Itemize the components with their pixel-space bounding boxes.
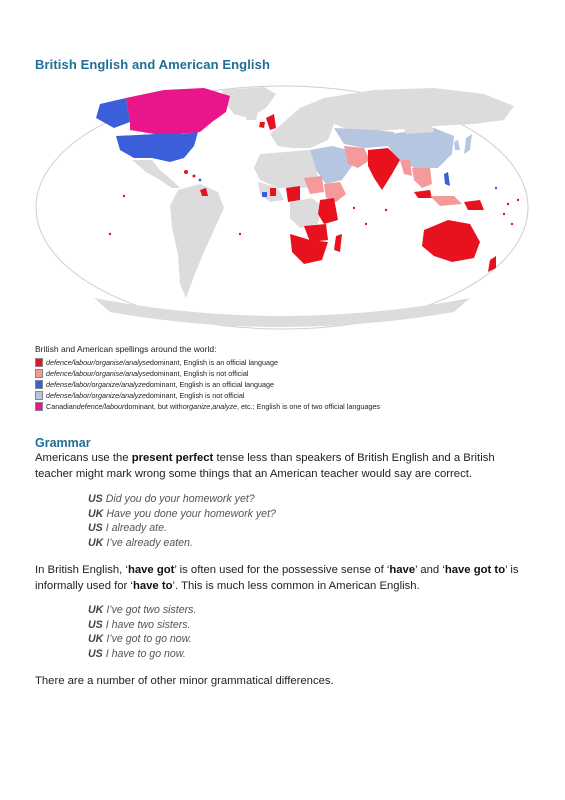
- grammar-paragraph-3: There are a number of other minor grammatical differences.: [35, 675, 334, 687]
- legend-swatch: [35, 402, 43, 411]
- page-title: British English and American English: [35, 57, 270, 72]
- map-region-russia: [324, 88, 514, 132]
- grammar-paragraph-2: In British English, ‘have got’ is often used for the possessive sense of ‘have’ and ‘have got to’ is informally used for ‘have to’. This is much less common in American English.: [35, 564, 519, 592]
- map-legend: [35, 344, 535, 412]
- example-line: UK I’ve already eaten.: [88, 536, 193, 549]
- example-list-2: [88, 603, 196, 661]
- legend-swatch: [35, 391, 43, 400]
- legend-item: defense/labor/organize/analyze dominant, English is an official language: [35, 379, 535, 390]
- legend-item: defense/labor/organize/analyze dominant, English is not official: [35, 390, 535, 401]
- example-line: US I have two sisters.: [88, 618, 191, 631]
- example-line: US I have to go now.: [88, 647, 186, 660]
- example-line: UK I’ve got two sisters.: [88, 604, 197, 616]
- legend-item: defence/labour/organise/analyse dominant, English is not official: [35, 368, 535, 379]
- legend-swatch: [35, 369, 43, 378]
- example-line: UK Have you done your homework yet?: [88, 507, 276, 520]
- legend-swatch: [35, 358, 43, 367]
- example-line: US Did you do your homework yet?: [88, 493, 255, 505]
- legend-item: Canadian defence/labour dominant, but with organize , analyze , etc.; English is one of two official languages: [35, 401, 535, 412]
- example-line: UK I’ve got to go now.: [88, 633, 192, 645]
- example-line: US I already ate.: [88, 522, 167, 534]
- grammar-heading: Grammar: [35, 436, 91, 450]
- legend-heading: British and American spellings around the world:: [35, 344, 217, 354]
- example-list-1: [88, 492, 276, 550]
- world-spelling-map: [34, 84, 530, 331]
- map-region-alaska: [96, 98, 130, 128]
- legend-swatch: [35, 380, 43, 389]
- legend-item: defence/labour/organise/analyse dominant, English is an official language: [35, 357, 535, 368]
- grammar-paragraph-1: Americans use the present perfect tense less than speakers of British English and a British teacher might mark wrong some things that an American teacher would say are correct.: [35, 452, 495, 480]
